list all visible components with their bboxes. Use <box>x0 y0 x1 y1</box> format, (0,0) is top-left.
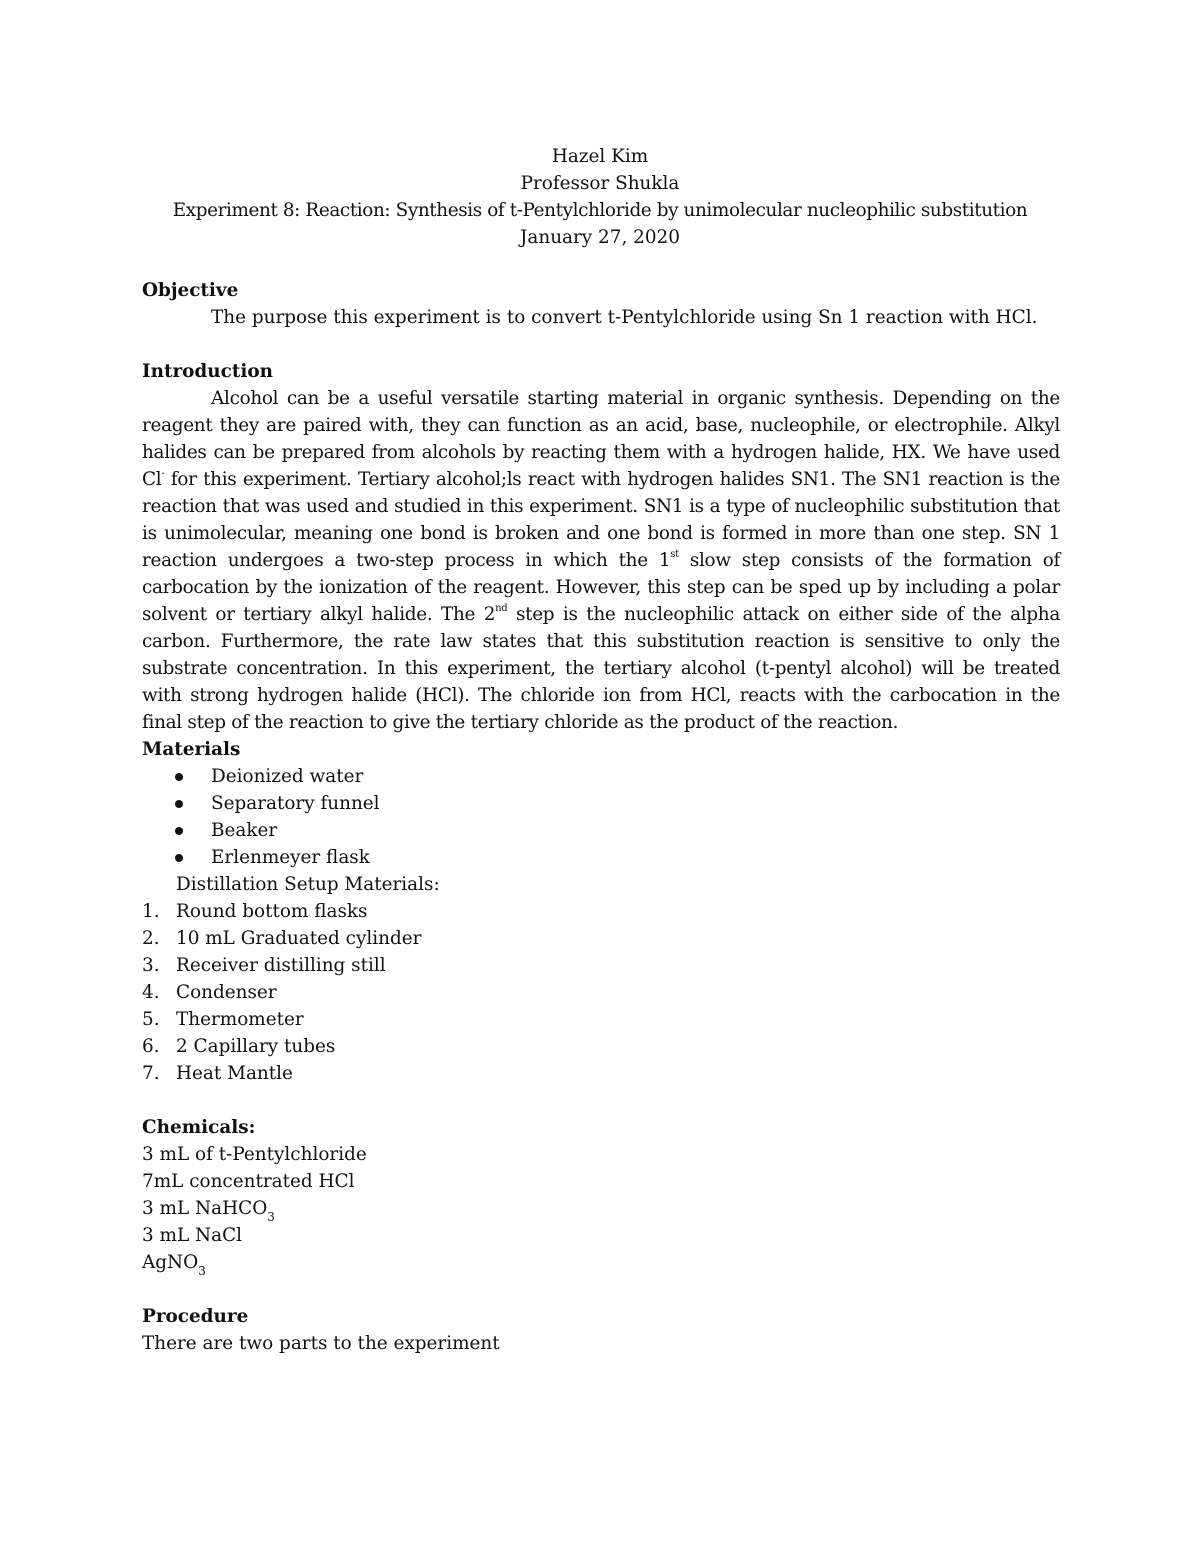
list-item: 3. Receiver distilling still <box>142 955 386 976</box>
intro-part-2: for this experiment. Tertiary alcohol;ls react with hydrogen halides SN1. The SN1 reaction is the reaction that was used and studied in this experiment. SN1 is a type of nucleophilic substitution that is unimolecular, meaning one bond is broken and one bond is formed in more than one step. SN 1 reaction undergoes a two-step process in which the 1 <box>142 469 1060 571</box>
document-header <box>0 143 1200 251</box>
procedure-heading: Procedure <box>142 1306 249 1327</box>
list-item: 1. Round bottom flasks <box>142 901 368 922</box>
chemical-item: 7mL concentrated HCl <box>142 1171 355 1192</box>
list-item: Separatory funnel <box>142 790 1060 817</box>
introduction-heading: Introduction <box>142 361 273 382</box>
list-item: 7. Heat Mantle <box>142 1063 293 1084</box>
chloride-charge: - <box>161 467 165 479</box>
distillation-heading: Distillation Setup Materials: <box>176 874 440 895</box>
document-body <box>142 277 1060 1357</box>
report-date: January 27, 2020 <box>520 227 680 248</box>
bullet-icon <box>175 854 183 862</box>
bullet-icon <box>175 773 183 781</box>
objective-heading: Objective <box>142 280 239 301</box>
procedure-text: There are two parts to the experiment <box>142 1333 500 1354</box>
first-ordinal: st <box>670 548 679 560</box>
chemicals-heading: Chemicals: <box>142 1117 256 1138</box>
chemical-item: 3 mL NaHCO$_3$ <box>142 1198 275 1224</box>
chemical-item: 3 mL NaCl <box>142 1225 243 1246</box>
list-item: Erlenmeyer flask <box>142 844 1060 871</box>
bullet-icon <box>175 827 183 835</box>
list-item: 4. Condenser <box>142 982 277 1003</box>
second-ordinal: nd <box>495 602 508 614</box>
experiment-title: Experiment 8: Reaction: Synthesis of t-Pentylchloride by unimolecular nucleophilic substitution <box>172 200 1028 221</box>
materials-heading: Materials <box>142 739 241 760</box>
list-item: 6. 2 Capillary tubes <box>142 1036 336 1057</box>
bullet-icon <box>175 800 183 808</box>
chemical-item: AgNO$_3$ <box>142 1252 206 1278</box>
intro-part-4: step is the nucleophilic attack on either side of the alpha carbon. Furthermore, the rate law states that this substitution reaction is sensitive to only the substrate concentration. In this experiment, the tertiary alcohol (t-pentyl alcohol) will be treated with strong hydrogen halide (HCl). The chloride ion from HCl, reacts with the carbocation in the final step of the reaction to give the tertiary chloride as the product of the reaction. <box>142 604 1060 733</box>
materials-bullet-list <box>142 763 1060 871</box>
objective-text: The purpose this experiment is to convert t-Pentylchloride using Sn 1 reaction with HCl. <box>211 307 1038 328</box>
intro-part-1: Alcohol can be a useful versatile starting material in organic synthesis. Depending on the reagent they are paired with, they can function as an acid, base, nucleophile, or electrophile. Alkyl halides can be prepared from alcohols by reacting them with a hydrogen halide, HX. We have used Cl <box>142 388 1060 490</box>
list-item: Beaker <box>142 817 1060 844</box>
professor-name: Professor Shukla <box>520 173 680 194</box>
author-name: Hazel Kim <box>551 146 649 167</box>
list-item: 5. Thermometer <box>142 1009 304 1030</box>
chemical-item: 3 mL of t-Pentylchloride <box>142 1144 367 1165</box>
introduction-paragraph <box>142 385 1060 736</box>
list-item: 2. 10 mL Graduated cylinder <box>142 928 422 949</box>
distillation-numbered-list <box>142 898 1060 1087</box>
list-item: Deionized water <box>142 763 1060 790</box>
intro-part-3: slow step consists of the formation of carbocation by the ionization of the reagent. However, this step can be sped up by including a polar solvent or tertiary alkyl halide. The 2 <box>142 550 1060 625</box>
